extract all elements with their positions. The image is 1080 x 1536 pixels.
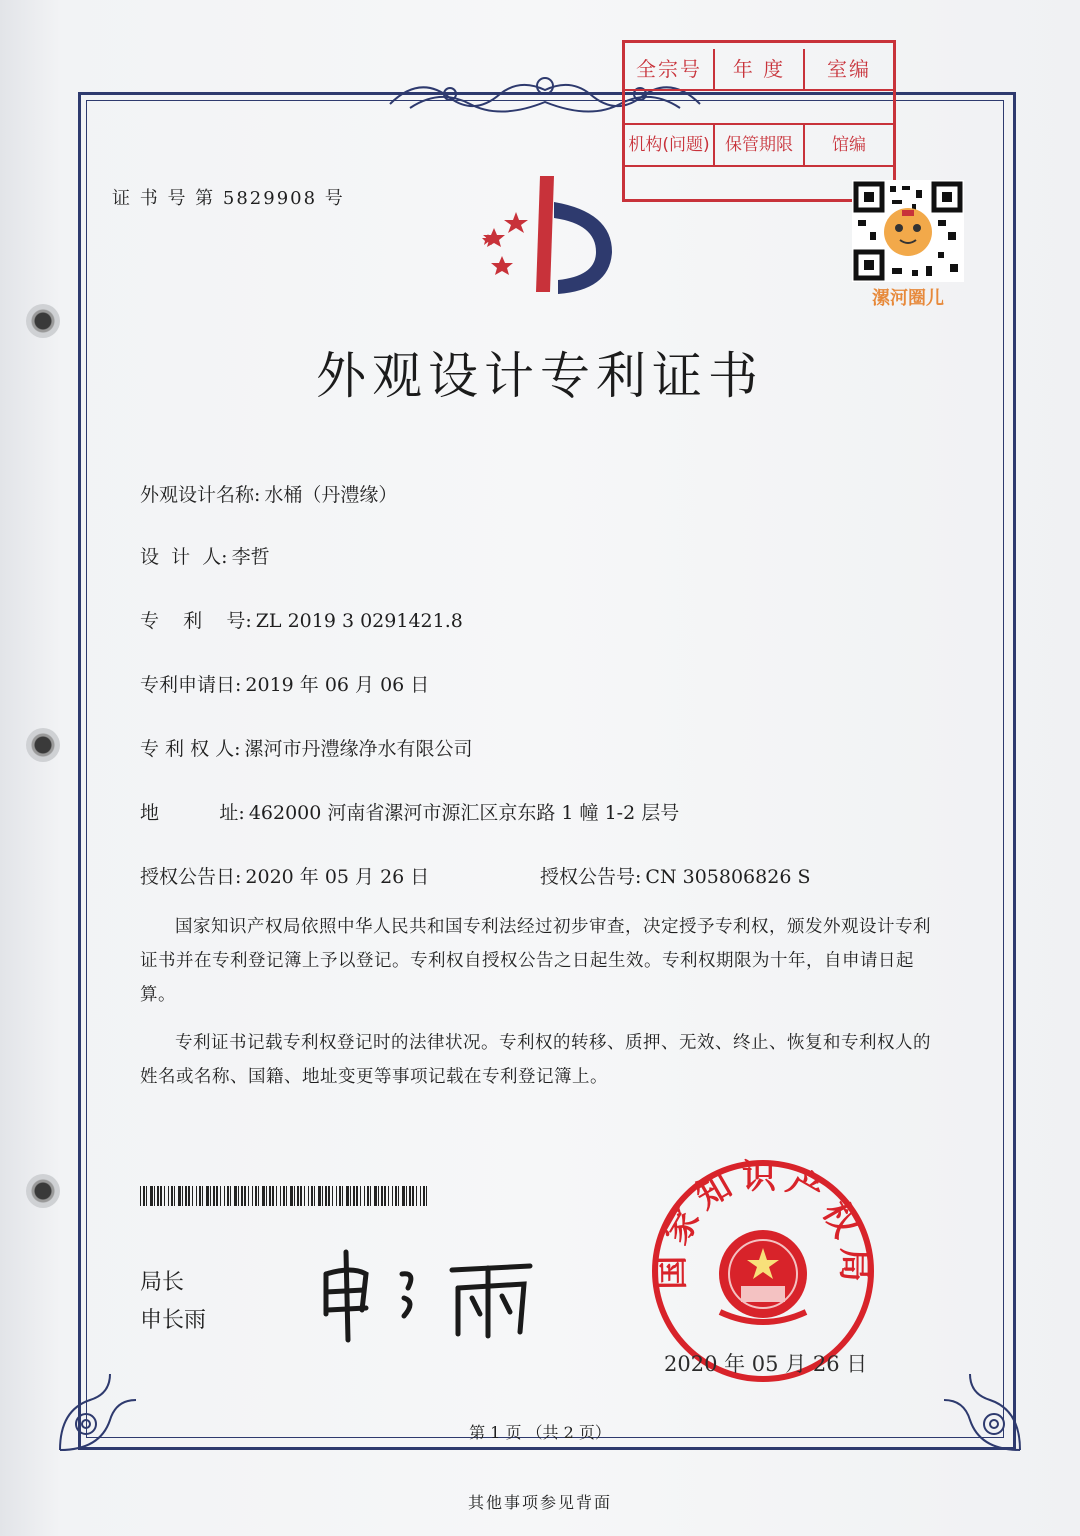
field-label: 授权公告号: <box>540 866 642 888</box>
body-paragraph: 国家知识产权局依照中华人民共和国专利法经过初步审查，决定授予专利权，颁发外观设计专利证书并在专利登记簿上予以登记。专利权自授权公告之日起生效。专利权期限为十年，自申请日起算。 <box>140 917 931 1005</box>
field-patent-number <box>140 606 463 633</box>
field-design-name <box>140 480 397 507</box>
signatory-title: 局长 <box>140 1270 185 1295</box>
page-number: 第 1 页 （共 2 页） <box>469 1423 611 1442</box>
seal-text: 国家知识产权局 <box>651 1157 875 1290</box>
corner-ornament-bottom-left <box>50 1360 150 1460</box>
footer-note: 其他事项参见背面 <box>467 1493 612 1512</box>
field-value: 2020 年 05 月 26 日 <box>245 866 430 888</box>
field-value: 2019 年 06 月 06 日 <box>245 674 430 696</box>
field-label: 专 利 号: <box>140 610 252 632</box>
field-patentee <box>140 734 473 761</box>
certificate-body <box>140 910 940 1094</box>
field-label: 专 利 权 人: <box>140 738 241 760</box>
qr-code <box>852 180 964 282</box>
field-label: 外观设计名称: <box>140 484 261 506</box>
field-label: 授权公告日: <box>140 866 242 888</box>
signatory-name: 申长雨 <box>140 1308 207 1333</box>
page-title: 外观设计专利证书 <box>316 347 764 405</box>
field-filing-date <box>140 670 429 697</box>
field-label: 设 计 人: <box>140 546 228 568</box>
field-designer <box>140 542 270 569</box>
signatory-block <box>140 1264 206 1340</box>
cnipa-logo <box>462 172 622 306</box>
punch-hole-middle <box>26 728 60 762</box>
punch-hole-top <box>26 304 60 338</box>
stamp-cell: 室编 <box>827 57 871 81</box>
seal-date: 2020 年 05 月 26 日 <box>664 1352 868 1376</box>
barcode <box>140 1186 430 1206</box>
certificate-number: 证 书 号 第 5829908 号 <box>112 188 345 209</box>
stamp-cell: 全宗号 <box>625 49 715 89</box>
archive-stamp <box>622 40 896 202</box>
field-value: 水桶（丹澧缘） <box>264 484 398 506</box>
punch-hole-bottom <box>26 1174 60 1208</box>
field-value: ZL 2019 3 0291421.8 <box>255 610 463 632</box>
field-address <box>140 798 679 825</box>
corner-ornament-bottom-right <box>930 1360 1030 1460</box>
field-grant-number <box>540 862 810 889</box>
stamp-cell: 机构(问题) <box>625 125 715 165</box>
stamp-cell: 馆编 <box>832 135 866 155</box>
field-value: CN 305806826 S <box>645 866 811 888</box>
handwritten-signature <box>312 1244 552 1348</box>
stamp-cell: 保管期限 <box>715 125 805 165</box>
field-label: 地 址: <box>140 802 245 824</box>
field-value: 漯河市丹澧缘净水有限公司 <box>244 738 473 760</box>
field-label: 专利申请日: <box>140 674 242 696</box>
qr-brand-label: 漯河圈儿 <box>872 288 944 309</box>
field-value: 李哲 <box>231 546 270 568</box>
field-grant-date <box>140 862 429 889</box>
stamp-cell: 年 度 <box>715 49 805 89</box>
body-paragraph: 专利证书记载专利权登记时的法律状况。专利权的转移、质押、无效、终止、恢复和专利权人的姓名或名称、国籍、地址变更等事项记载在专利登记簿上。 <box>140 1033 931 1087</box>
field-value: 462000 河南省漯河市源汇区京东路 1 幢 1-2 层号 <box>248 802 680 824</box>
